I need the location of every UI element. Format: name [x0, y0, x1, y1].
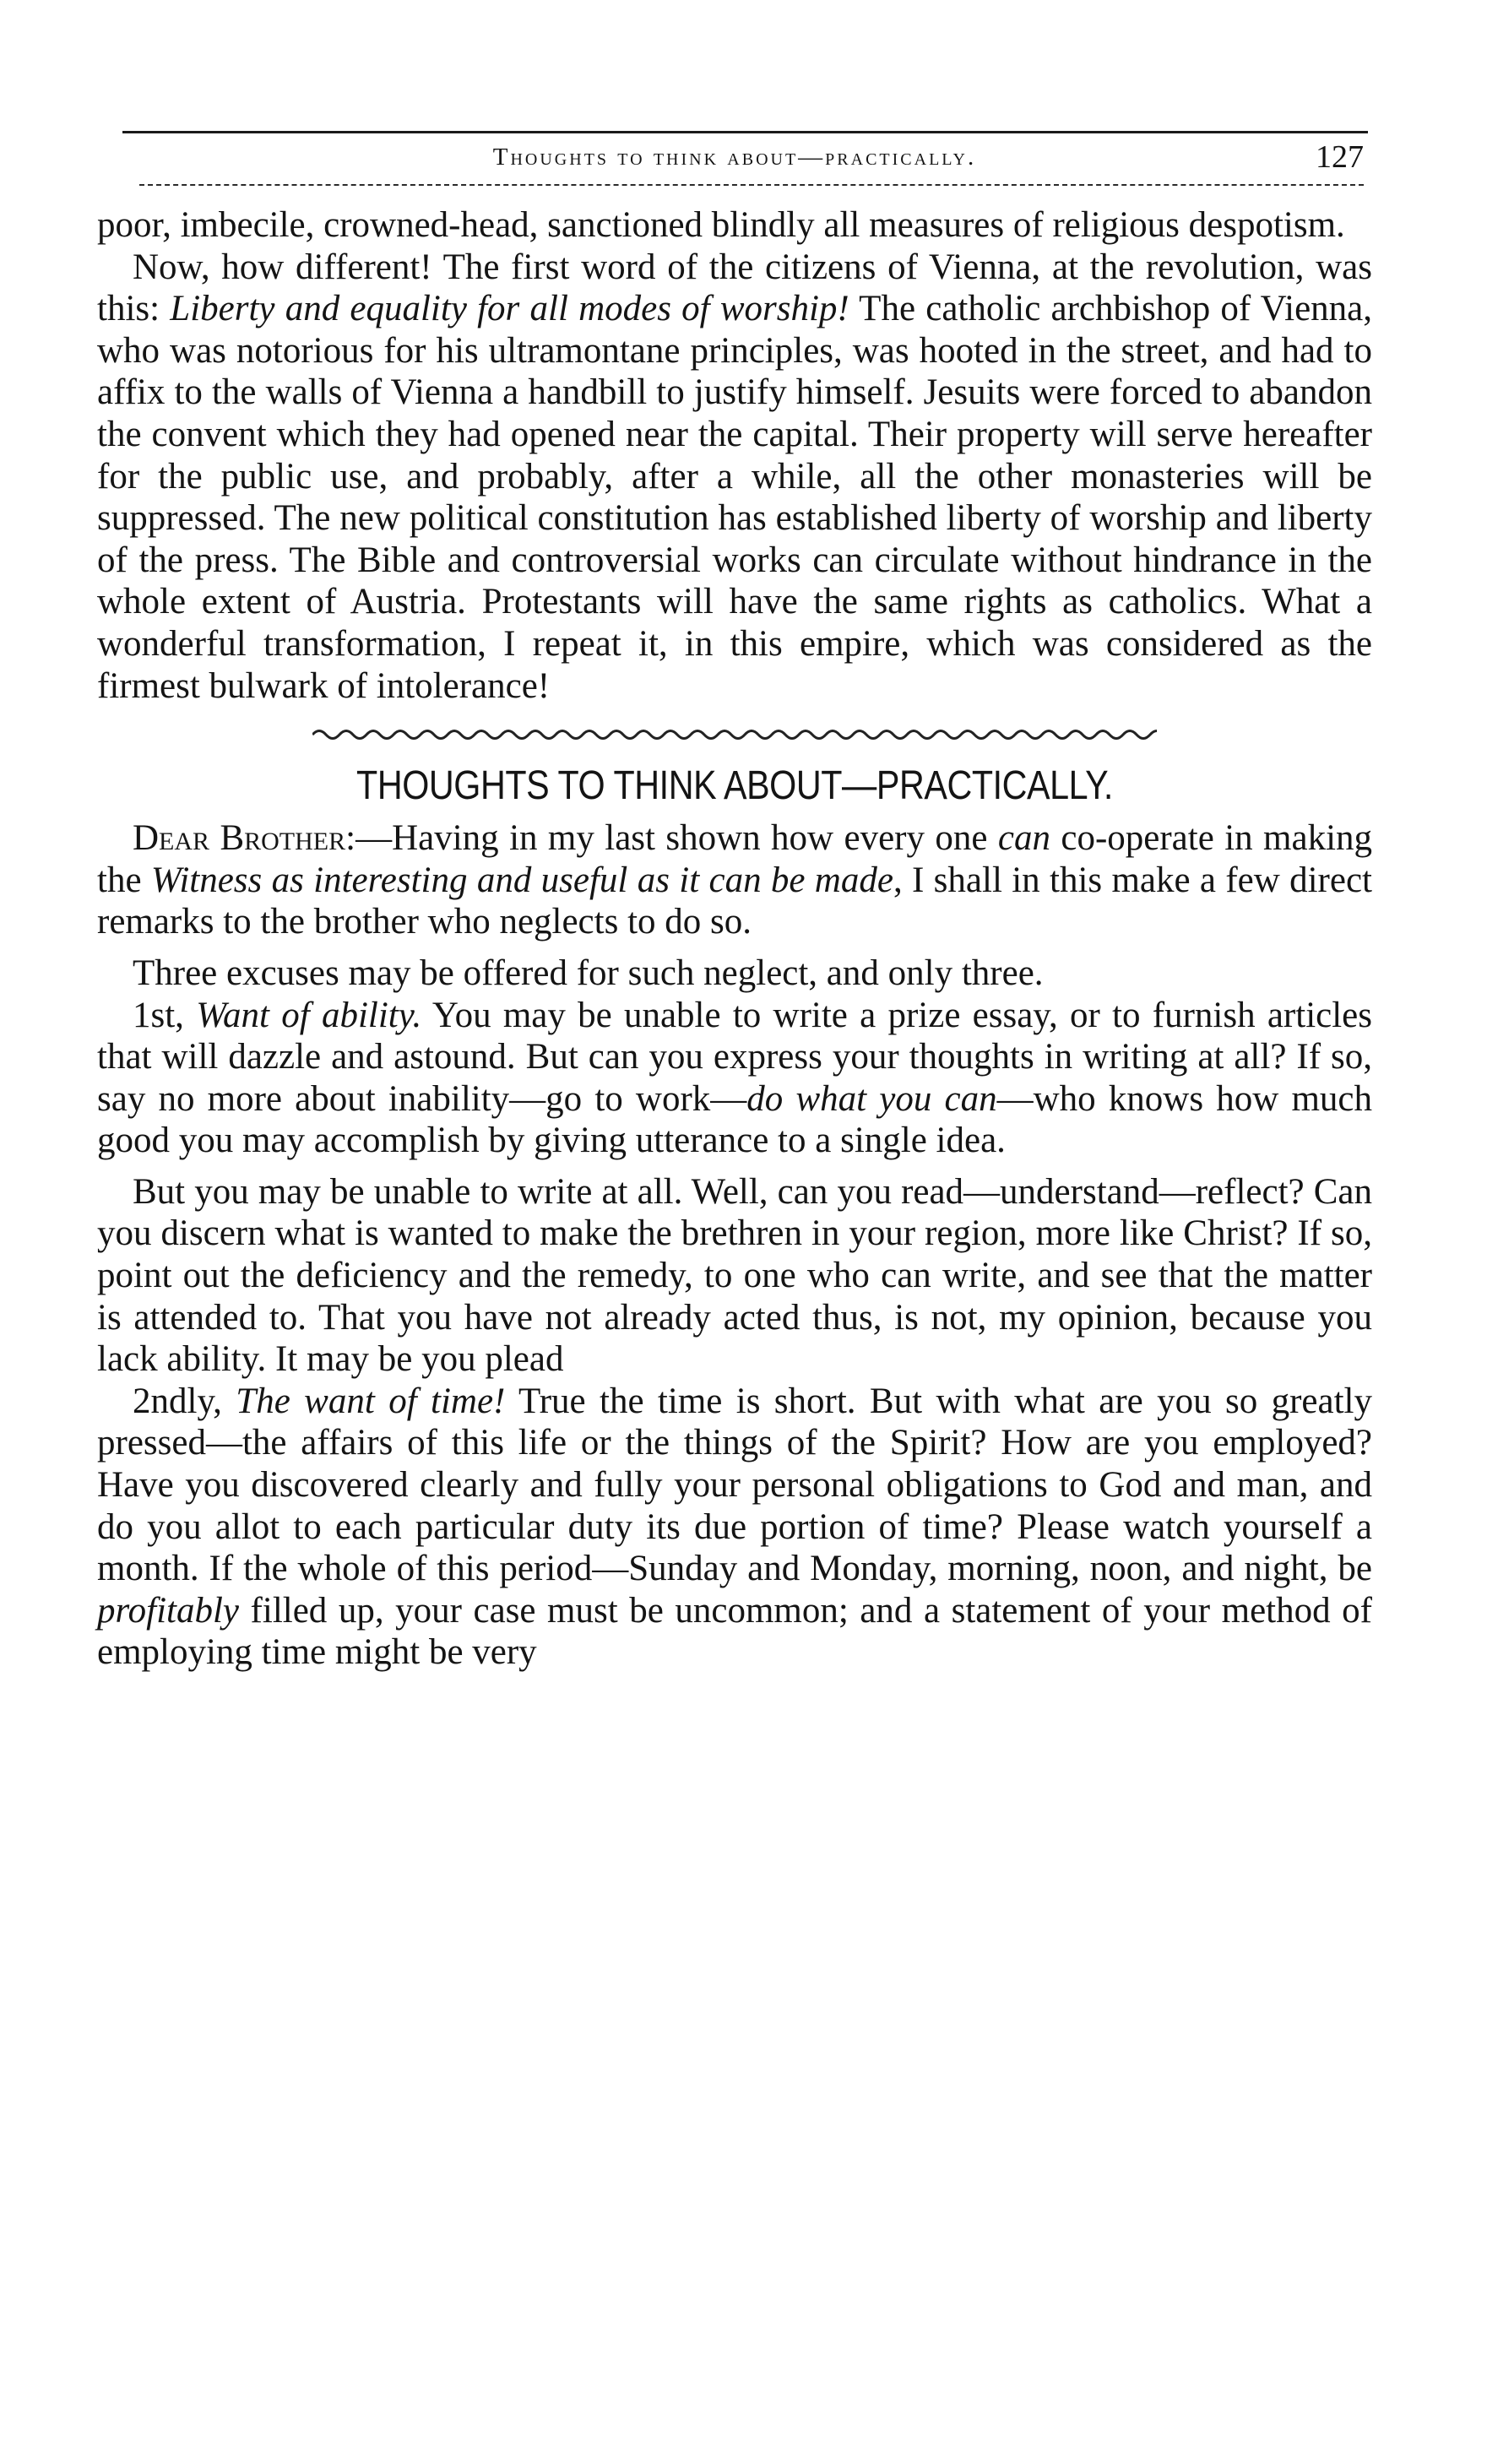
paragraph-vienna-text-c: The catholic archbishop of Vienna, who was notorious for his ultramontane principles, was hooted in the street, and had to affix to the walls of Vienna a handbill to justify himself. Jesuits were forced to abandon the convent which they had opened near the capital. Their property will serve hereafter for the public use, and probably, after a while, all the other monasteries will be suppressed. The new political constitution has established liberty of worship and liberty of the press. The Bible and controversial works can circulate without hindrance in the whole extent of Austria. Protestants will have the same rights as catholics. What a wonderful transformation, I repeat it, in this empire, which was considered as the firmest bulwark of intolerance! — [97, 289, 1372, 706]
paragraph-second-excuse-text-c: True the time is short. But with what are you so greatly pressed—the affairs of this life or the things of the Spirit? How are you employed? Have you discovered clearly and fully your personal obligations to God and man, and do you allot to each particular duty its due portion of time? Please watch yourself a month. If the whole of this period—Sunday and Monday, morning, noon, and night, be — [97, 1381, 1372, 1589]
paragraph-salutation — [97, 817, 1372, 943]
paragraph-continuation: poor, imbecile, crowned-head, sanctioned blindly all measures of religious despotism. — [97, 205, 1345, 245]
running-title: Thoughts to think about—practically. — [492, 144, 977, 171]
paragraph-second-excuse-heading: The want of time! — [236, 1381, 506, 1421]
running-head — [97, 133, 1372, 181]
header-rule-bottom — [139, 184, 1364, 186]
salutation: Dear Brother — [133, 818, 346, 859]
paragraph-excuses: Three excuses may be offered for such neglect, and only three. — [133, 952, 1044, 993]
paragraph-salutation-text-e: , I shall in this make a few direct remarks to the brother who neglects to do so. — [97, 860, 1372, 942]
page-number: 127 — [1316, 139, 1364, 175]
book-page — [97, 131, 1372, 1674]
paragraph-first-excuse-heading: Want of ability. — [196, 995, 422, 1035]
paragraph-second-excuse — [97, 1381, 1372, 1674]
paragraph-salutation-emphasis-witness: Witness as interesting and useful as it can be made — [150, 860, 893, 900]
paragraph-vienna-text-a: Now, how different! The first word of the citizens of Vienna, at the revolution, was this: — [97, 247, 1372, 329]
paragraph-unable-to-write: But you may be unable to write at all. Well, can you read—understand—reflect? Can you discern what is wanted to make the brethren in your region, more like Christ? If so, point out the deficiency and the remedy, to one who can write, and see that the matter is attended to. That you have not already acted thus, is not, my opinion, because you lack ability. It may be you plead — [97, 1171, 1372, 1380]
paragraph-second-excuse-text-e: filled up, your case must be uncommon; and a statement of your method of employing time might be very — [97, 1590, 1372, 1673]
article-title: THOUGHTS TO THINK ABOUT—PRACTICALLY. — [356, 763, 1113, 809]
paragraph-first-excuse-text-e: —who knows how much good you may accomplish by giving utterance to a single idea. — [97, 1078, 1372, 1161]
paragraph-first-excuse-text-c: You may be unable to write a prize essay, or to furnish articles that will dazzle and astound. But can you express your thoughts in writing at all? If so, say no more about inability—go to work— — [97, 995, 1372, 1119]
paragraph-vienna-motto: Liberty and equality for all modes of worship! — [170, 289, 849, 329]
paragraph-second-excuse-text-a: 2ndly, — [133, 1381, 236, 1421]
paragraph-salutation-text-a: :—Having in my last shown how every one — [345, 818, 998, 859]
paragraph-vienna — [97, 247, 1372, 708]
paragraph-salutation-text-c: co-operate in making the — [97, 818, 1373, 900]
paragraph-first-excuse-emphasis: do what you can — [746, 1078, 997, 1119]
paragraph-salutation-emphasis-can: can — [997, 818, 1050, 859]
ornamental-divider — [312, 725, 1157, 744]
paragraph-first-excuse-text-a: 1st, — [133, 995, 197, 1035]
paragraph-second-excuse-emphasis: profitably — [97, 1590, 240, 1631]
paragraph-first-excuse — [97, 995, 1372, 1162]
